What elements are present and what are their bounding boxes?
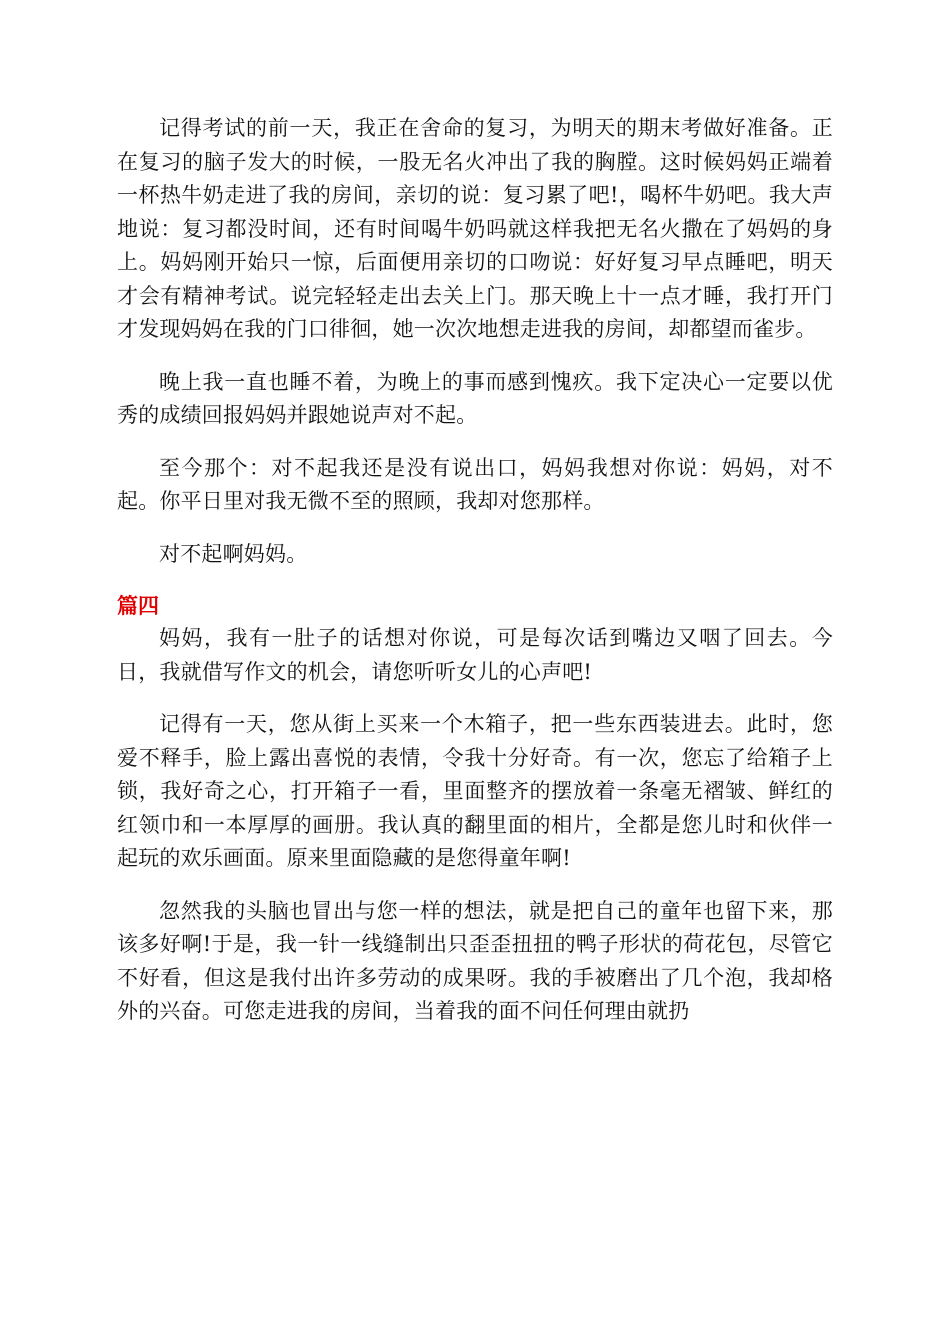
body-paragraph: 晚上我一直也睡不着，为晚上的事而感到愧疚。我下定决心一定要以优秀的成绩回报妈妈并跟她说声对不起。 [117,369,833,427]
section-heading: 篇四 [117,594,159,618]
body-paragraph: 记得考试的前一天，我正在舍命的复习，为明天的期末考做好准备。正在复习的脑子发大的时候，一股无名火冲出了我的胸膛。这时候妈妈正端着一杯热牛奶走进了我的房间，亲切的说：复习累了吧!，喝杯牛奶吧。我大声地说：复习都没时间，还有时间喝牛奶吗就这样我把无名火撒在了妈妈的身上。妈妈刚开始只一惊，后面便用亲切的口吻说：好好复习早点睡吧，明天才会有精神考试。说完轻轻走出去关上门。那天晚上十一点才睡，我打开门才发现妈妈在我的门口徘徊，她一次次地想走进我的房间，却都望而雀步。 [117,116,833,341]
body-paragraph: 记得有一天，您从街上买来一个木箱子，把一些东西装进去。此时，您爱不释手，脸上露出喜悦的表情，令我十分好奇。有一次，您忘了给箱子上锁，我好奇之心，打开箱子一看，里面整齐的摆放着一条毫无褶皱、鲜红的红领巾和一本厚厚的画册。我认真的翻里面的相片，全都是您儿时和伙伴一起玩的欢乐画面。原来里面隐藏的是您得童年啊! [117,712,833,870]
body-paragraph: 妈妈，我有一肚子的话想对你说，可是每次话到嘴边又咽了回去。今日，我就借写作文的机会，请您听听女儿的心声吧! [117,626,833,684]
body-paragraph: 忽然我的头脑也冒出与您一样的想法，就是把自己的童年也留下来，那该多好啊!于是，我一针一线缝制出只歪歪扭扭的鸭子形状的荷花包，尽管它不好看，但这是我付出许多劳动的成果呀。我的手被磨出了几个泡，我却格外的兴奋。可您走进我的房间，当着我的面不问任何理由就扔 [117,898,833,1023]
document-page [117,112,833,1048]
body-paragraph: 对不起啊妈妈。 [159,541,308,566]
body-paragraph: 至今那个：对不起我还是没有说出口，妈妈我想对你说：妈妈，对不起。你平日里对我无微不至的照顾，我却对您那样。 [117,455,833,513]
